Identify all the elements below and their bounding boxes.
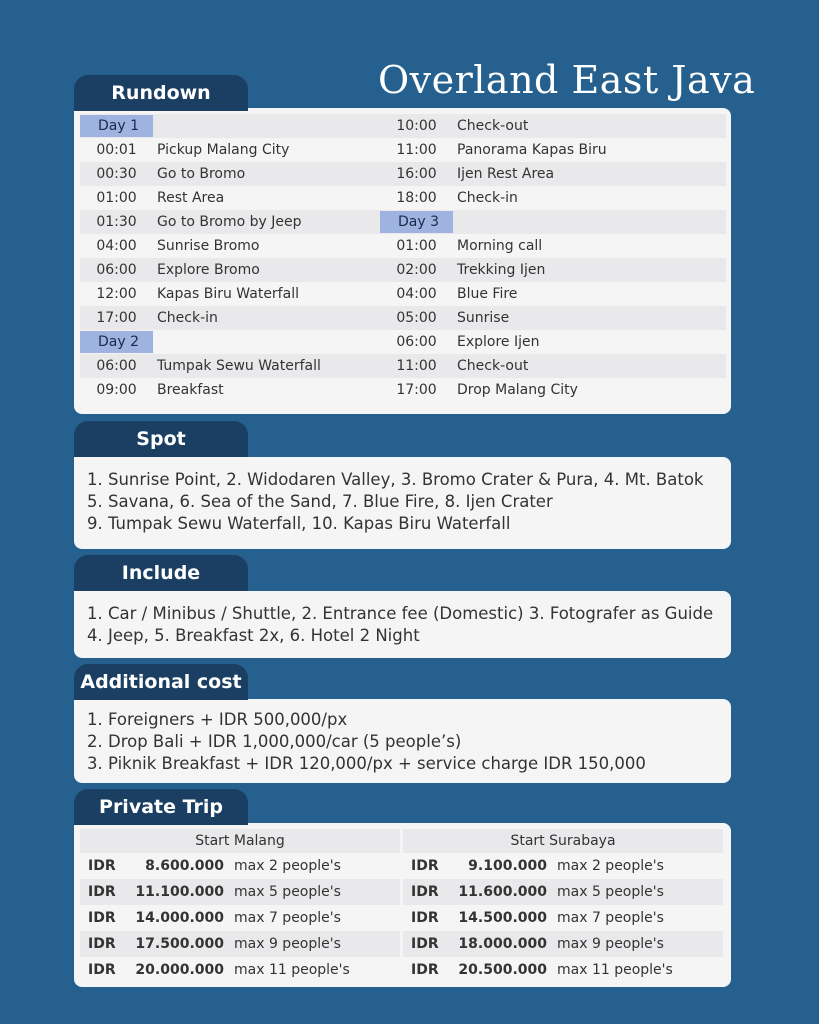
price-row	[80, 879, 400, 905]
rundown-activity: Tumpak Sewu Waterfall	[157, 358, 321, 374]
private-trip-panel	[74, 823, 731, 987]
day-badge: Day 2	[80, 331, 153, 353]
currency: IDR	[88, 936, 116, 952]
include-list	[74, 591, 731, 647]
rundown-activity: Explore Bromo	[157, 262, 260, 278]
rundown-time: 06:00	[96, 358, 137, 374]
rundown-row	[80, 258, 396, 282]
include-panel	[74, 591, 731, 658]
rundown-activity: Check-in	[157, 310, 218, 326]
day-badge: Day 3	[380, 211, 453, 233]
rundown-row	[380, 306, 726, 330]
start-surabaya-column	[403, 829, 723, 983]
price: 14.000.000	[135, 910, 224, 926]
currency: IDR	[411, 936, 439, 952]
price: 20.500.000	[458, 962, 547, 978]
rundown-time: 11:00	[396, 142, 437, 158]
rundown-row	[380, 234, 726, 258]
include-tab: Include	[74, 555, 248, 591]
rundown-day-row	[80, 114, 396, 138]
currency: IDR	[411, 858, 439, 874]
rundown-row	[380, 354, 726, 378]
rundown-activity: Kapas Biru Waterfall	[157, 286, 299, 302]
price: 14.500.000	[458, 910, 547, 926]
rundown-tab: Rundown	[74, 75, 248, 111]
max-people: max 7 people's	[234, 910, 341, 926]
rundown-activity: Pickup Malang City	[157, 142, 290, 158]
price: 17.500.000	[135, 936, 224, 952]
rundown-activity: Check-out	[457, 118, 529, 134]
rundown-row	[380, 282, 726, 306]
rundown-row	[80, 138, 396, 162]
page-title: Overland East Java	[378, 58, 756, 102]
spot-list	[74, 457, 731, 535]
additional-cost-panel	[74, 699, 731, 783]
rundown-activity: Sunrise Bromo	[157, 238, 260, 254]
rundown-time: 12:00	[96, 286, 137, 302]
spot-line: 1. Sunrise Point, 2. Widodaren Valley, 3. Bromo Crater & Pura, 4. Mt. Batok	[87, 470, 704, 489]
price-row	[403, 905, 723, 931]
rundown-time: 17:00	[96, 310, 137, 326]
spot-tab: Spot	[74, 421, 248, 457]
rundown-row	[80, 162, 396, 186]
rundown-time: 09:00	[96, 382, 137, 398]
rundown-day-row	[80, 330, 396, 354]
price-row	[403, 853, 723, 879]
max-people: max 2 people's	[557, 858, 664, 874]
rundown-day-row	[380, 210, 726, 234]
max-people: max 9 people's	[234, 936, 341, 952]
price: 9.100.000	[468, 858, 547, 874]
price: 20.000.000	[135, 962, 224, 978]
price-row	[80, 957, 400, 983]
currency: IDR	[88, 910, 116, 926]
rundown-row	[80, 378, 396, 402]
rundown-time: 01:30	[96, 214, 137, 230]
currency: IDR	[88, 858, 116, 874]
price: 18.000.000	[458, 936, 547, 952]
rundown-time: 16:00	[396, 166, 437, 182]
rundown-activity: Explore Ijen	[457, 334, 540, 350]
rundown-activity: Go to Bromo by Jeep	[157, 214, 302, 230]
rundown-time: 06:00	[96, 262, 137, 278]
rundown-row	[380, 186, 726, 210]
rundown-row	[80, 282, 396, 306]
spot-line: 5. Savana, 6. Sea of the Sand, 7. Blue Fire, 8. Ijen Crater	[87, 492, 553, 511]
additional-cost-line: 2. Drop Bali + IDR 1,000,000/car (5 people’s)	[87, 732, 462, 751]
rundown-time: 02:00	[396, 262, 437, 278]
rundown-time: 00:01	[96, 142, 137, 158]
additional-cost-list	[74, 699, 731, 775]
start-malang-column	[80, 829, 400, 983]
currency: IDR	[411, 884, 439, 900]
rundown-activity: Blue Fire	[457, 286, 518, 302]
price-row	[403, 879, 723, 905]
rundown-time: 05:00	[396, 310, 437, 326]
price: 11.600.000	[458, 884, 547, 900]
rundown-row	[380, 138, 726, 162]
rundown-row	[380, 258, 726, 282]
price-row	[80, 931, 400, 957]
day-badge: Day 1	[80, 115, 153, 137]
spot-line: 9. Tumpak Sewu Waterfall, 10. Kapas Biru Waterfall	[87, 514, 511, 533]
price-row	[403, 931, 723, 957]
max-people: max 7 people's	[557, 910, 664, 926]
price-row	[80, 853, 400, 879]
rundown-activity: Trekking Ijen	[457, 262, 546, 278]
column-heading: Start Surabaya	[403, 829, 723, 853]
rundown-row	[380, 378, 726, 402]
include-line: 4. Jeep, 5. Breakfast 2x, 6. Hotel 2 Night	[87, 626, 420, 645]
max-people: max 11 people's	[234, 962, 350, 978]
rundown-activity: Panorama Kapas Biru	[457, 142, 607, 158]
rundown-activity: Drop Malang City	[457, 382, 578, 398]
rundown-activity: Morning call	[457, 238, 543, 254]
max-people: max 5 people's	[557, 884, 664, 900]
price: 8.600.000	[145, 858, 224, 874]
additional-cost-line: 1. Foreigners + IDR 500,000/px	[87, 710, 348, 729]
rundown-time: 04:00	[96, 238, 137, 254]
currency: IDR	[88, 962, 116, 978]
rundown-time: 00:30	[96, 166, 137, 182]
column-heading: Start Malang	[80, 829, 400, 853]
rundown-activity: Go to Bromo	[157, 166, 246, 182]
rundown-activity: Sunrise	[457, 310, 510, 326]
rundown-row	[380, 162, 726, 186]
rundown-row	[80, 186, 396, 210]
additional-cost-tab: Additional cost	[74, 664, 248, 700]
currency: IDR	[88, 884, 116, 900]
spot-panel	[74, 457, 731, 549]
rundown-row	[80, 354, 396, 378]
price: 11.100.000	[135, 884, 224, 900]
rundown-time: 01:00	[96, 190, 137, 206]
rundown-time: 18:00	[396, 190, 437, 206]
rundown-left-column	[80, 114, 396, 402]
max-people: max 2 people's	[234, 858, 341, 874]
rundown-time: 10:00	[396, 118, 437, 134]
private-trip-tab: Private Trip	[74, 789, 248, 825]
price-row	[403, 957, 723, 983]
additional-cost-line: 3. Piknik Breakfast + IDR 120,000/px + service charge IDR 150,000	[87, 754, 646, 773]
max-people: max 9 people's	[557, 936, 664, 952]
rundown-activity: Ijen Rest Area	[457, 166, 555, 182]
currency: IDR	[411, 962, 439, 978]
rundown-panel	[74, 108, 731, 414]
include-line: 1. Car / Minibus / Shuttle, 2. Entrance fee (Domestic) 3. Fotografer as Guide	[87, 604, 714, 623]
rundown-activity: Check-out	[457, 358, 529, 374]
max-people: max 11 people's	[557, 962, 673, 978]
rundown-row	[80, 210, 396, 234]
rundown-time: 17:00	[396, 382, 437, 398]
currency: IDR	[411, 910, 439, 926]
max-people: max 5 people's	[234, 884, 341, 900]
rundown-row	[80, 306, 396, 330]
rundown-row	[80, 234, 396, 258]
rundown-right-column	[380, 114, 726, 402]
rundown-time: 11:00	[396, 358, 437, 374]
rundown-activity: Check-in	[457, 190, 518, 206]
rundown-time: 01:00	[396, 238, 437, 254]
rundown-activity: Breakfast	[157, 382, 224, 398]
rundown-time: 04:00	[396, 286, 437, 302]
rundown-row	[380, 330, 726, 354]
rundown-time: 06:00	[396, 334, 437, 350]
rundown-row	[380, 114, 726, 138]
rundown-activity: Rest Area	[157, 190, 225, 206]
price-row	[80, 905, 400, 931]
